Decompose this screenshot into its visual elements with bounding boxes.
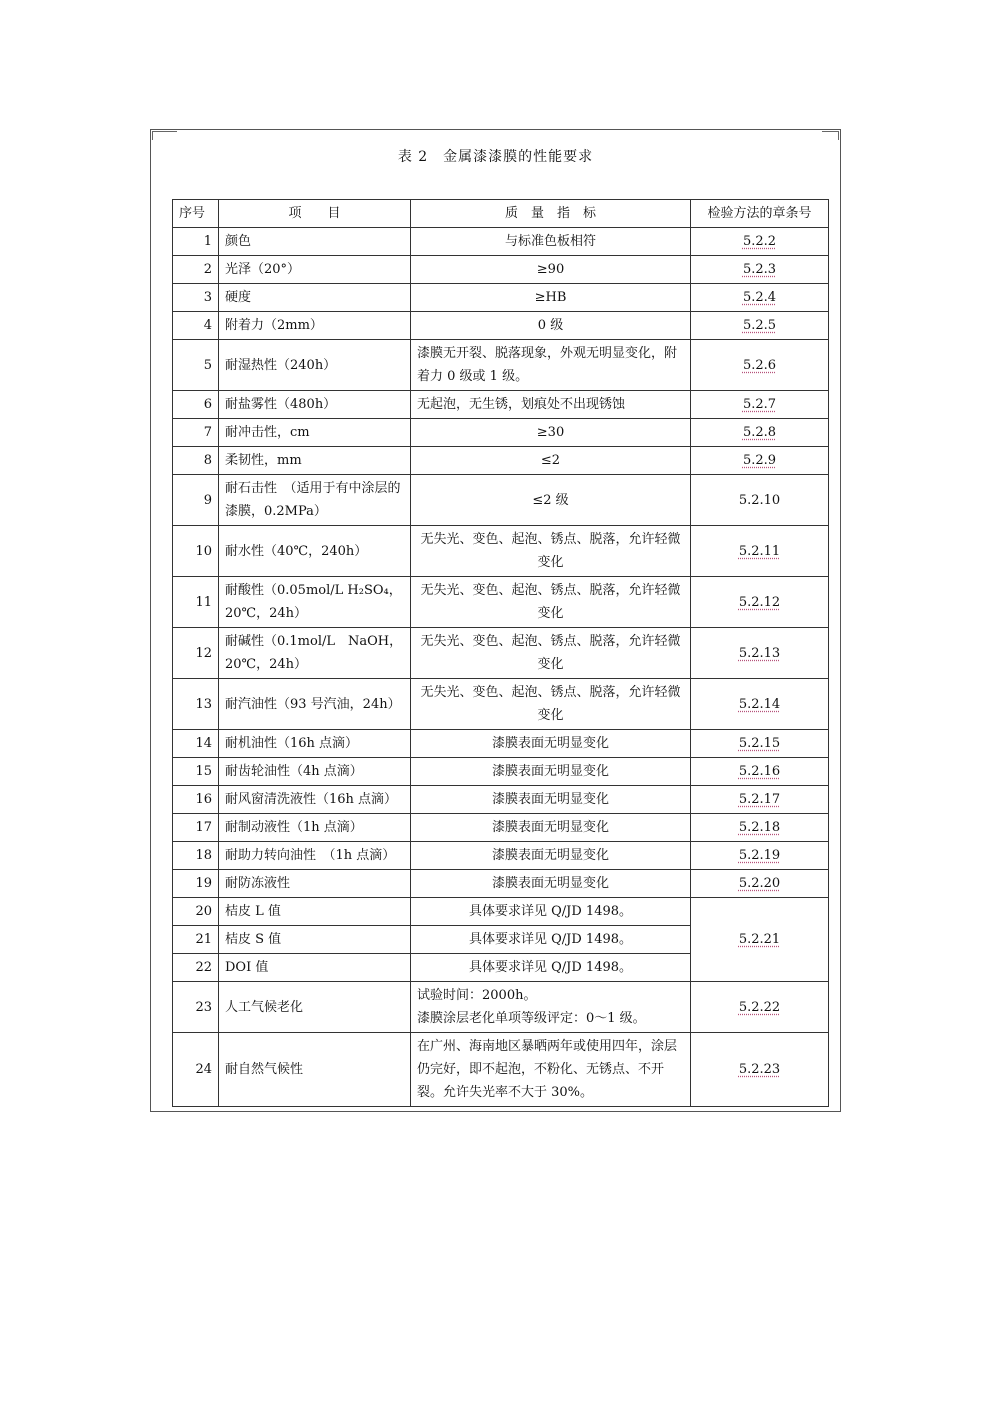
table-row [173, 312, 829, 340]
table-row [173, 475, 829, 526]
row-ref [691, 870, 829, 898]
row-quality: 0 级 [411, 312, 691, 340]
table-header-row [173, 200, 829, 228]
row-quality: 漆膜表面无明显变化 [411, 842, 691, 870]
row-quality: ≤2 级 [411, 475, 691, 526]
row-quality: 漆膜表面无明显变化 [411, 814, 691, 842]
table-row [173, 577, 829, 628]
row-quality: 漆膜表面无明显变化 [411, 758, 691, 786]
corner-mark-top-left [152, 131, 177, 140]
table-row [173, 447, 829, 475]
row-item: 耐湿热性（240h） [219, 340, 411, 391]
row-no: 21 [173, 926, 219, 954]
row-no: 14 [173, 730, 219, 758]
row-item: 桔皮 S 值 [219, 926, 411, 954]
row-ref-text: 5.2.16 [738, 764, 781, 779]
row-quality-line: 漆膜涂层老化单项等级评定：0～1 级。 [417, 1011, 646, 1026]
row-ref-text: 5.2.14 [738, 696, 781, 712]
row-quality: 无失光、变色、起泡、锈点、脱落，允许轻微变化 [411, 628, 691, 679]
row-quality [411, 982, 691, 1033]
row-no: 8 [173, 447, 219, 475]
row-ref-text: 5.2.20 [738, 876, 781, 891]
row-quality: 具体要求详见 Q/JD 1498。 [411, 898, 691, 926]
row-quality: 漆膜无开裂、脱落现象，外观无明显变化，附着力 0 级或 1 级。 [411, 340, 691, 391]
row-no: 3 [173, 284, 219, 312]
row-quality: 漆膜表面无明显变化 [411, 870, 691, 898]
table-row [173, 1033, 829, 1107]
table-row [173, 391, 829, 419]
row-ref-text: 5.2.11 [738, 543, 781, 559]
table-row [173, 758, 829, 786]
row-ref-text: 5.2.22 [738, 999, 781, 1015]
row-ref-text: 5.2.5 [742, 318, 777, 333]
row-no: 18 [173, 842, 219, 870]
row-item: 耐石击性 （适用于有中涂层的漆膜，0.2MPa） [219, 475, 411, 526]
row-ref-text: 5.2.23 [738, 1062, 781, 1077]
row-item: DOI 值 [219, 954, 411, 982]
row-ref [691, 842, 829, 870]
table-row [173, 982, 829, 1033]
row-ref [691, 1033, 829, 1107]
row-quality: 与标准色板相符 [411, 228, 691, 256]
row-no: 13 [173, 679, 219, 730]
row-item: 人工气候老化 [219, 982, 411, 1033]
row-item: 耐冲击性，cm [219, 419, 411, 447]
header-item: 项 目 [219, 200, 411, 228]
row-item: 耐制动液性（1h 点滴） [219, 814, 411, 842]
row-quality: 具体要求详见 Q/JD 1498。 [411, 954, 691, 982]
row-ref-merged [691, 898, 829, 982]
row-no: 22 [173, 954, 219, 982]
row-no: 5 [173, 340, 219, 391]
row-quality-line: 试验时间：2000h。 [417, 988, 537, 1003]
table-row [173, 284, 829, 312]
row-quality: 具体要求详见 Q/JD 1498。 [411, 926, 691, 954]
row-quality: 无失光、变色、起泡、锈点、脱落，允许轻微变化 [411, 577, 691, 628]
row-quality: 无起泡，无生锈，划痕处不出现锈蚀 [411, 391, 691, 419]
table-row [173, 526, 829, 577]
table-row [173, 842, 829, 870]
row-item: 耐盐雾性（480h） [219, 391, 411, 419]
row-quality: ≥HB [411, 284, 691, 312]
row-ref [691, 730, 829, 758]
row-ref [691, 982, 829, 1033]
row-item: 颜色 [219, 228, 411, 256]
row-no: 1 [173, 228, 219, 256]
row-item: 耐水性（40℃，240h） [219, 526, 411, 577]
row-item: 耐机油性（16h 点滴） [219, 730, 411, 758]
row-no: 10 [173, 526, 219, 577]
table-row [173, 228, 829, 256]
row-item: 耐酸性（0.05mol/L H₂SO₄，20℃，24h） [219, 577, 411, 628]
row-quality: 无失光、变色、起泡、锈点、脱落，允许轻微变化 [411, 526, 691, 577]
row-ref [691, 447, 829, 475]
row-item: 柔韧性，mm [219, 447, 411, 475]
row-no: 17 [173, 814, 219, 842]
row-no: 2 [173, 256, 219, 284]
row-item: 硬度 [219, 284, 411, 312]
row-ref [691, 419, 829, 447]
row-no: 12 [173, 628, 219, 679]
row-ref-text: 5.2.13 [738, 645, 781, 661]
row-quality: 漆膜表面无明显变化 [411, 730, 691, 758]
row-no: 19 [173, 870, 219, 898]
row-ref [691, 577, 829, 628]
row-ref-text: 5.2.17 [738, 792, 781, 807]
corner-mark-top-right [822, 131, 839, 140]
row-ref [691, 814, 829, 842]
row-ref [691, 628, 829, 679]
row-ref [691, 312, 829, 340]
row-ref [691, 284, 829, 312]
table-title: 表 2 金属漆漆膜的性能要求 [397, 149, 594, 165]
table-row [173, 814, 829, 842]
row-ref [691, 391, 829, 419]
row-ref-text: 5.2.10 [738, 492, 781, 508]
row-no: 16 [173, 786, 219, 814]
row-item: 耐风窗清洗液性（16h 点滴） [219, 786, 411, 814]
row-ref-text: 5.2.4 [742, 290, 777, 305]
row-quality: ≥90 [411, 256, 691, 284]
row-item: 耐碱性（0.1mol/L NaOH，20℃，24h） [219, 628, 411, 679]
row-item: 桔皮 L 值 [219, 898, 411, 926]
row-ref-text: 5.2.15 [738, 736, 781, 751]
row-item: 附着力（2mm） [219, 312, 411, 340]
row-ref-text: 5.2.9 [742, 453, 777, 468]
row-quality: 在广州、海南地区暴晒两年或使用四年，涂层仍完好，即不起泡，不粉化、无锈点、不开裂。允许失光率不大于 30%。 [411, 1033, 691, 1107]
row-no: 24 [173, 1033, 219, 1107]
row-item: 光泽（20°） [219, 256, 411, 284]
row-no: 20 [173, 898, 219, 926]
header-no: 序号 [173, 200, 219, 228]
row-item: 耐助力转向油性 （1h 点滴） [219, 842, 411, 870]
row-ref [691, 256, 829, 284]
row-item: 耐自然气候性 [219, 1033, 411, 1107]
row-ref [691, 340, 829, 391]
row-quality: ≥30 [411, 419, 691, 447]
row-ref [691, 526, 829, 577]
row-no: 11 [173, 577, 219, 628]
row-ref-text: 5.2.12 [738, 594, 781, 610]
row-item: 耐汽油性（93 号汽油，24h） [219, 679, 411, 730]
table-row [173, 730, 829, 758]
row-no: 23 [173, 982, 219, 1033]
table-row [173, 628, 829, 679]
row-item: 耐齿轮油性（4h 点滴） [219, 758, 411, 786]
table-row [173, 786, 829, 814]
row-item: 耐防冻液性 [219, 870, 411, 898]
row-quality: ≤2 [411, 447, 691, 475]
row-quality: 漆膜表面无明显变化 [411, 786, 691, 814]
row-ref [691, 786, 829, 814]
row-no: 7 [173, 419, 219, 447]
table-row [173, 419, 829, 447]
table-row [173, 898, 829, 926]
row-no: 15 [173, 758, 219, 786]
row-quality: 无失光、变色、起泡、锈点、脱落，允许轻微变化 [411, 679, 691, 730]
row-ref-text: 5.2.19 [738, 848, 781, 863]
row-ref-text: 5.2.6 [742, 357, 777, 373]
row-no: 6 [173, 391, 219, 419]
row-ref [691, 475, 829, 526]
row-ref [691, 228, 829, 256]
row-ref-text: 5.2.18 [738, 820, 781, 835]
row-ref-text: 5.2.21 [738, 932, 781, 947]
row-ref-text: 5.2.3 [742, 262, 777, 277]
table-row [173, 679, 829, 730]
header-quality: 质 量 指 标 [411, 200, 691, 228]
table-row [173, 340, 829, 391]
row-no: 4 [173, 312, 219, 340]
row-ref [691, 758, 829, 786]
performance-table [172, 199, 829, 1107]
table-row [173, 870, 829, 898]
row-ref [691, 679, 829, 730]
header-ref: 检验方法的章条号 [691, 200, 829, 228]
row-ref-text: 5.2.8 [742, 425, 777, 440]
row-no: 9 [173, 475, 219, 526]
row-ref-text: 5.2.2 [742, 234, 777, 249]
row-ref-text: 5.2.7 [742, 397, 777, 412]
table-row [173, 256, 829, 284]
